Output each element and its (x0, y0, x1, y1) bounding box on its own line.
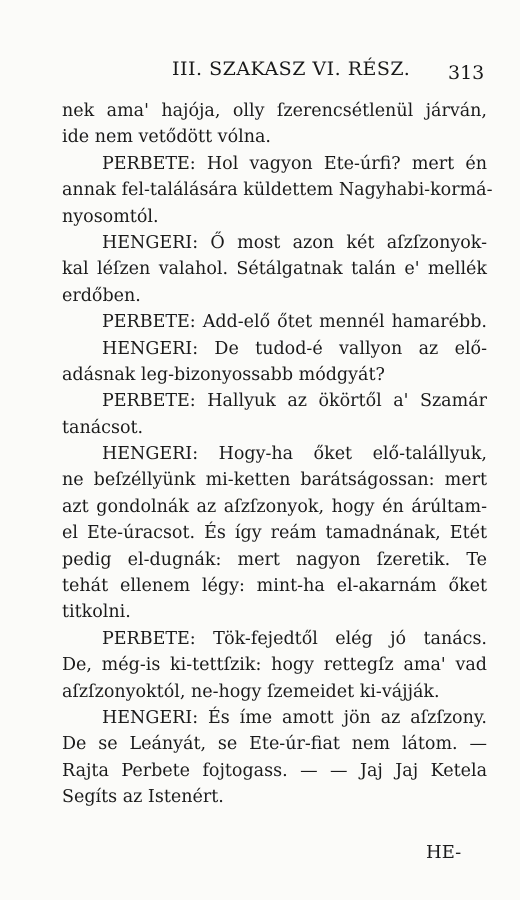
text-line: tehát ellenem légy: mint-ha el-akarnám őket (62, 576, 487, 597)
text-line: PERBETE: Hol vagyon Ete-úrfi? mert én (102, 153, 487, 174)
text-line: tanácsot. (62, 417, 144, 438)
text-line: aſzſzonyoktól, ne-hogy ſzemeidet ki-vájják. (62, 681, 440, 702)
text-line: PERBETE: Hallyuk az ökörtől a' Szamár (102, 391, 487, 412)
text-line: De, még-is ki-tettſzik: hogy rettegſz ama' vad (62, 655, 487, 676)
text-line: titkolni. (62, 602, 131, 623)
text-line: De se Leányát, se Ete-úr-fiat nem látom. — (62, 734, 487, 755)
text-line: nek ama' hajója, olly ſzerencsétlenül járván, (62, 101, 487, 121)
text-line: Rajta Perbete fojtogass. — — Jaj Jaj Ketela (62, 760, 487, 781)
text-line: erdőben. (62, 285, 141, 306)
text-line: HENGERI: Hogy-ha őket elő-talállyuk, (102, 444, 487, 465)
text-line: HENGERI: De tudod-é vallyon az elő- (102, 338, 487, 359)
text-line: adásnak leg-bizonyossabb módgyát? (62, 364, 385, 385)
text-line: HENGERI: És íme amott jön az aſzſzony. (102, 707, 487, 728)
text-line: nyosomtól. (62, 206, 159, 227)
text-line: annak fel-találására küldettem Nagyhabi-kormá- (62, 180, 493, 201)
text-line: ne beſzéllyünk mi-ketten barátságossan: mert (62, 470, 487, 491)
text-line: ide nem vetődött vólna. (62, 127, 271, 148)
text-line: HENGERI: Ő most azon két aſzſzonyok- (102, 232, 487, 253)
running-head: III. SZAKASZ VI. RÉSZ. (172, 58, 411, 80)
text-line: azt gondolnák az aſzſzonyok, hogy én árúltam- (62, 496, 487, 517)
page-number: 313 (448, 62, 485, 84)
text-line: PERBETE: Tök-fejedtől elég jó tanács. (102, 628, 487, 649)
catchword: HE- (426, 842, 462, 863)
text-line: Segíts az Istenért. (62, 787, 224, 808)
text-line: PERBETE: Add-elő őtet mennél hamarébb. (102, 312, 487, 333)
text-line: el Ete-úracsot. És így reám tamadnának, Etét (62, 523, 487, 544)
body-text (62, 98, 493, 811)
text-line: kal léſzen valahol. Sétálgatnak talán e' mellék (62, 259, 487, 280)
text-line: pedig el-dugnák: mert nagyon ſzeretik. Te (62, 549, 487, 570)
page-header (0, 58, 520, 88)
